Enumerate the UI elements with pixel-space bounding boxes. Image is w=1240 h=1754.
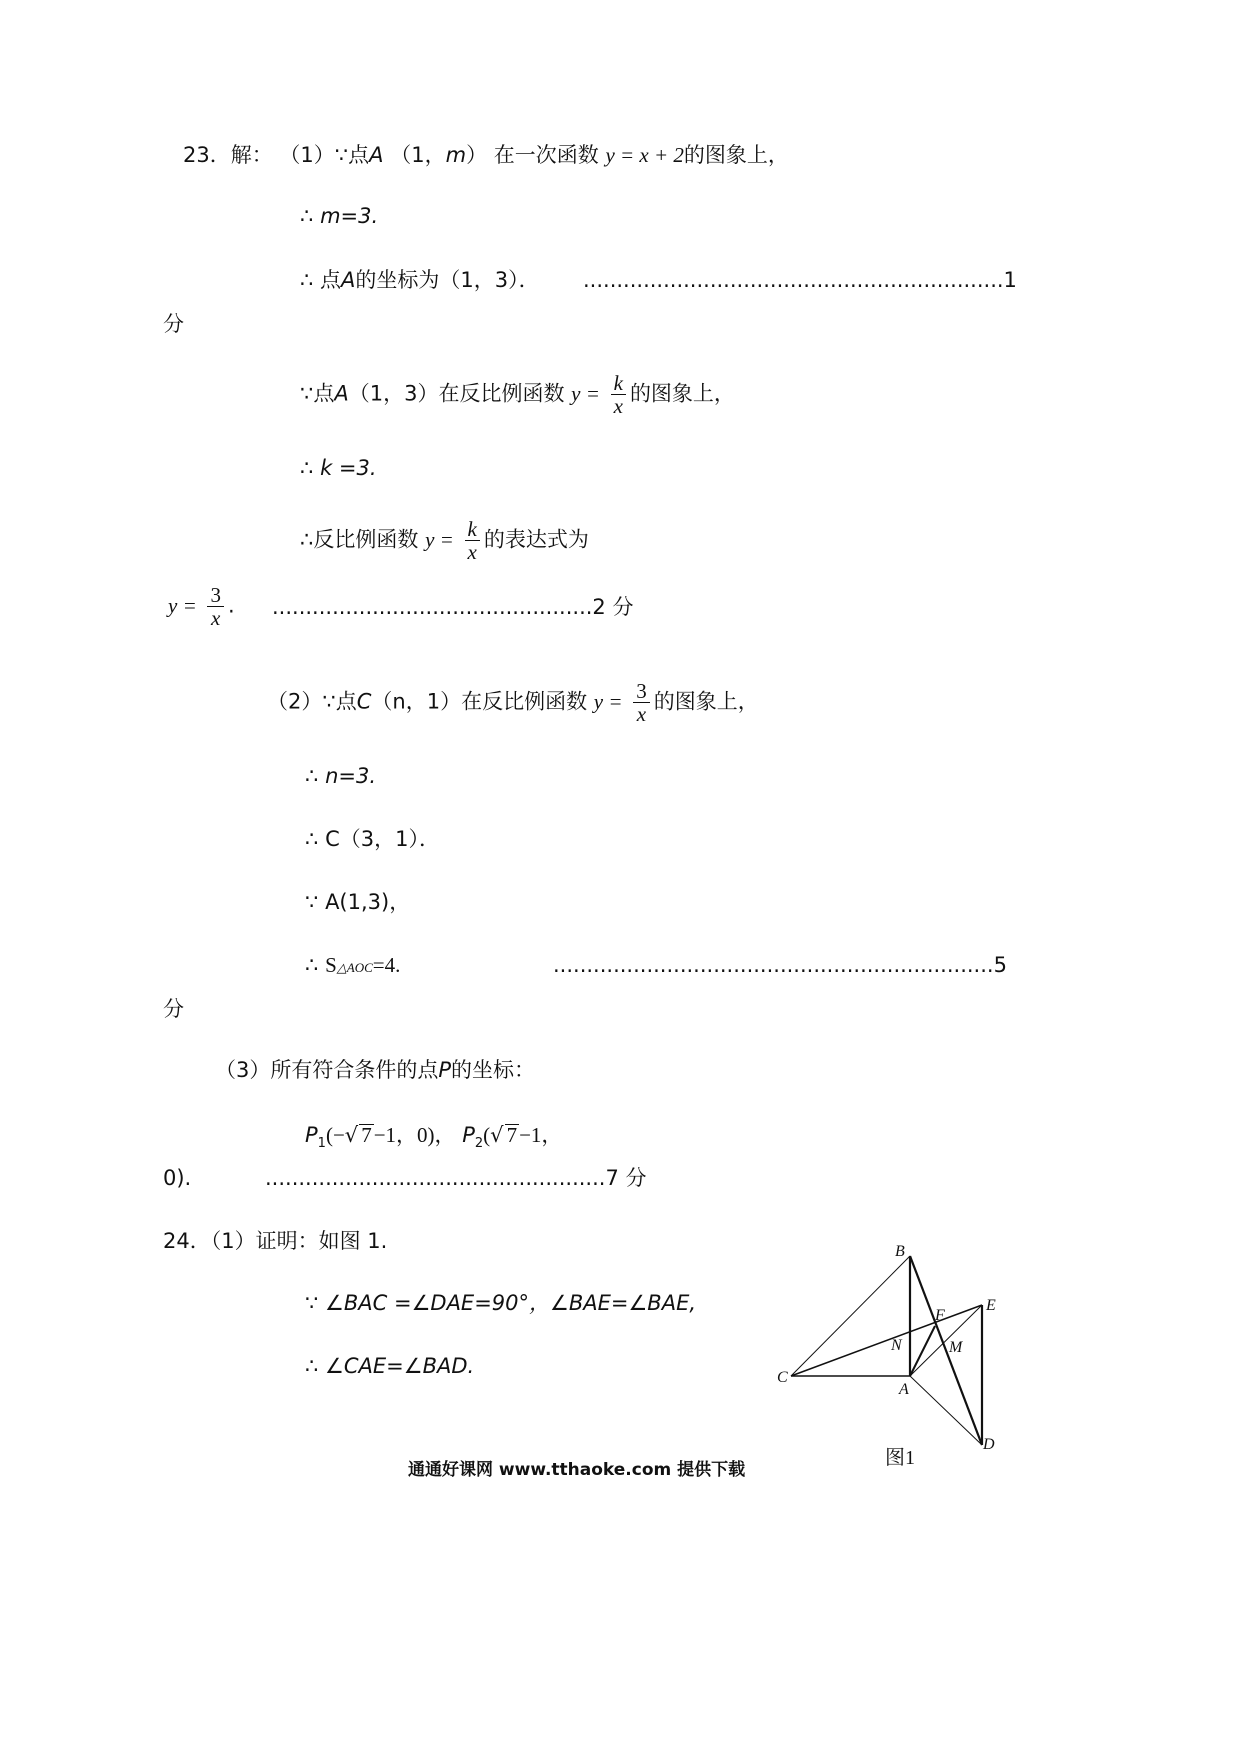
label-N: N	[891, 1337, 902, 1354]
q24-therefore-line: ∴ ∠CAE=∠BAD.	[305, 1354, 475, 1378]
score-dots-1: ...............................................................1	[583, 268, 1017, 292]
label-F: F	[935, 1307, 945, 1324]
label-A: A	[899, 1381, 909, 1398]
footer-source: 通通好课网 www.tthaoke.com 提供下载	[408, 1460, 746, 1480]
q23-line8: （2）∵点C（n，1）在反比例函数 y = $\frac{3}{x}$ 的图象上，	[267, 679, 759, 727]
q23-line3: ∴ 点A的坐标为（1，3）．	[300, 268, 540, 292]
q23-line11: ∵ A(1,3)，	[305, 890, 411, 914]
label-C: C	[777, 1369, 788, 1386]
q23-line12: ∴ S△AOC=4.	[305, 953, 401, 977]
score-dots-5: ..................................................................5	[553, 953, 1007, 977]
score-unit-1: 分	[163, 312, 184, 336]
q23-line1: 23．解： （1）∵点A （1，m） 在一次函数 y = x + 2的图象上，	[183, 143, 789, 167]
figure-caption: 图1	[885, 1447, 915, 1469]
label-B: B	[895, 1243, 905, 1260]
q24-header: 24．（1）证明：如图 1.	[163, 1229, 388, 1253]
q23-header: 23．解：	[183, 143, 273, 167]
segment-BD	[910, 1256, 982, 1445]
linear-function: y = x + 2	[605, 143, 684, 167]
score-dots-2: ................................................2 分	[272, 595, 634, 619]
q23-line5: ∴ k =3.	[300, 456, 377, 480]
fraction-k-over-x: $\frac{k}{x}$	[611, 372, 626, 417]
score-unit-5: 分	[163, 997, 184, 1021]
q23-line13: （3）所有符合条件的点P的坐标：	[215, 1058, 536, 1082]
q23-line9: ∴ n=3.	[305, 764, 377, 788]
segment-AD	[910, 1376, 982, 1445]
label-D: D	[983, 1436, 995, 1453]
label-E: E	[986, 1297, 996, 1314]
q23-line14: $P_1(-√$ 7−1，0)， $P_2(√$ 7−1，	[305, 1123, 563, 1152]
q23-line4: ∵点A（1，3）在反比例函数 y = $\frac{k}{x}$ 的图象上，	[300, 371, 735, 419]
q23-line10: ∴ C（3，1）．	[305, 827, 440, 851]
segment-AF	[910, 1326, 935, 1376]
q23-line2: ∴ m=3.	[300, 204, 379, 228]
label-M: M	[949, 1339, 963, 1356]
q23-line7: y = $\frac{3}{x}$ .	[168, 583, 235, 631]
segment-BC	[791, 1256, 910, 1376]
q24-because-line: ∵ ∠BAC =∠DAE=90°，∠BAE=∠BAE,	[305, 1291, 697, 1315]
score-dots-7: ...................................................7 分	[265, 1166, 647, 1190]
q23-line6: ∴反比例函数 y = $\frac{k}{x}$ 的表达式为	[300, 517, 589, 565]
segment-AE	[910, 1305, 982, 1376]
q23-line15: 0).	[163, 1166, 192, 1190]
